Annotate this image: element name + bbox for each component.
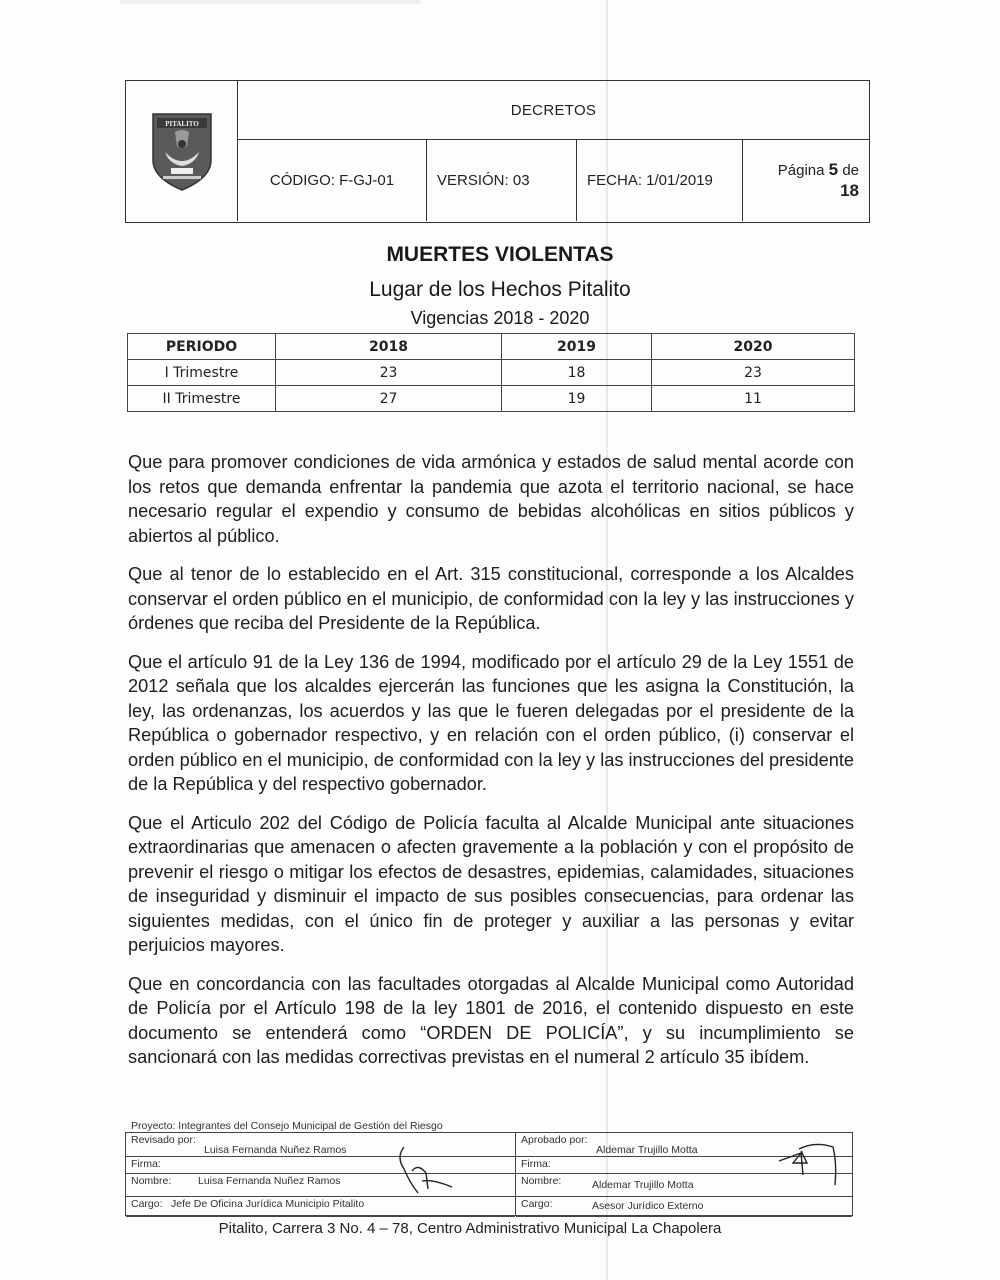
position-label: Cargo: bbox=[521, 1198, 553, 1210]
paragraph: Que para promover condiciones de vida armónica y estados de salud mental acorde con los retos que demanda enfrentar la pandemia que azota el territorio nacional, se hace necesario regular el expendio y consumo de bebidas alcohólicas en sitios públicos y abiertos al público. bbox=[128, 452, 854, 546]
section-period: Vigencias 2018 - 2020 bbox=[410, 308, 590, 328]
reviewed-by-label: Revisado por: bbox=[131, 1134, 196, 1146]
name-label: Nombre: bbox=[521, 1175, 562, 1187]
table-cell: 18 bbox=[502, 360, 652, 386]
page-of: de bbox=[842, 161, 859, 179]
reviewer-block bbox=[126, 1133, 516, 1215]
page-number bbox=[743, 140, 869, 221]
position-row bbox=[126, 1197, 515, 1217]
scan-artifact bbox=[120, 0, 420, 4]
position-label: Cargo: bbox=[131, 1198, 163, 1210]
violent-deaths-table bbox=[127, 333, 855, 412]
approver-name: Aldemar Trujillo Motta bbox=[592, 1179, 694, 1191]
approver-block bbox=[516, 1133, 852, 1215]
paragraph: Que en concordancia con las facultades otorgadas al Alcalde Municipal como Autoridad de Policía por el Artículo 198 de la ley 1801 de 2016, el contenido dispuesto en este documento se entenderá como “ORDEN DE POLICÍA”, y su incumplimiento se sancionará con las medidas correctivas previstas en el numeral 2 artículo 35 ibídem. bbox=[128, 973, 854, 1067]
table-cell: 11 bbox=[652, 386, 855, 412]
table-cell: II Trimestre bbox=[128, 386, 276, 412]
municipal-shield-logo bbox=[149, 110, 215, 192]
approved-by-name: Aldemar Trujillo Motta bbox=[596, 1144, 698, 1156]
signature-label: Firma: bbox=[131, 1158, 161, 1170]
table-cell: 19 bbox=[502, 386, 652, 412]
table-row bbox=[128, 360, 855, 386]
document-type: DECRETOS bbox=[238, 81, 869, 140]
signature-label: Firma: bbox=[521, 1158, 551, 1170]
svg-text:PITALITO: PITALITO bbox=[164, 120, 199, 128]
section-title: MUERTES VIOLENTAS bbox=[386, 243, 614, 266]
paragraph: Que el artículo 91 de la Ley 136 de 1994, modificado por el artículo 29 de la Ley 1551 de 2012 señala que los alcaldes ejercerán las funciones que les asigna la Constitución, la ley, las ordenanzas, los acuerdos y las que le fueren delegadas por el presidente de la República o gobernador respectivo, y en relación con el orden público, (i) conservar el orden público en el municipio, de conformidad con la ley y las instrucciones del presidente de la República y del respectivo gobernador. bbox=[128, 651, 854, 794]
position-row bbox=[516, 1197, 852, 1217]
paragraph: Que al tenor de lo establecido en el Art. 315 constitucional, corresponde a los Alcaldes conservar el orden público en el municipio, de conformidad con la ley y las instrucciones y órdenes que reciba del Presidente de la República. bbox=[128, 564, 854, 633]
column-header: 2019 bbox=[502, 334, 652, 360]
document-header bbox=[125, 80, 870, 223]
paragraph: Que el Articulo 202 del Código de Policía faculta al Alcalde Municipal ante situaciones extraordinarias que amenacen o afecten gravemente a la población y con el propósito de prevenir el riesgo o mitigar los efectos de desastres, epidemias, calamidades, situaciones de inseguridad y disminuir el impacto de sus posibles consecuencias, para ordenar las siguientes medidas, con el único fin de proteger y auxiliar a las personas y evitar perjuicios mayores. bbox=[128, 812, 854, 955]
table-cell: I Trimestre bbox=[128, 360, 276, 386]
column-header: 2018 bbox=[276, 334, 502, 360]
name-label: Nombre: bbox=[131, 1175, 172, 1187]
document-version: VERSIÓN: 03 bbox=[427, 140, 577, 221]
approved-by-label: Aprobado por: bbox=[521, 1134, 588, 1146]
table-cell: 23 bbox=[652, 360, 855, 386]
project-credit: Proyecto: Integrantes del Consejo Municipal de Gestión del Riesgo bbox=[131, 1120, 443, 1132]
reviewed-by-name: Luisa Fernanda Nuñez Ramos bbox=[204, 1144, 347, 1156]
page-total: 18 bbox=[840, 180, 859, 200]
page-current: 5 bbox=[828, 159, 839, 179]
approver-position: Asesor Jurídico Externo bbox=[592, 1200, 704, 1212]
reviewer-signature-icon bbox=[392, 1143, 462, 1199]
table-cell: 27 bbox=[276, 386, 502, 412]
reviewer-position: Jefe De Oficina Jurídica Municipio Pitalito bbox=[171, 1198, 365, 1210]
column-header: PERIODO bbox=[128, 334, 276, 360]
office-address: Pitalito, Carrera 3 No. 4 – 78, Centro Administrativo Municipal La Chapolera bbox=[218, 1220, 722, 1237]
section-subtitle: Lugar de los Hechos Pitalito bbox=[369, 278, 631, 301]
document-body bbox=[128, 450, 854, 1084]
table-cell: 23 bbox=[276, 360, 502, 386]
reviewer-name: Luisa Fernanda Nuñez Ramos bbox=[198, 1175, 341, 1187]
signature-table bbox=[125, 1132, 853, 1216]
logo-cell bbox=[126, 81, 238, 221]
table-row bbox=[128, 386, 855, 412]
document-date: FECHA: 1/01/2019 bbox=[577, 140, 743, 221]
table-header-row bbox=[128, 334, 855, 360]
document-code: CÓDIGO: F-GJ-01 bbox=[238, 140, 427, 221]
page-label: Página bbox=[777, 161, 825, 179]
approver-signature-icon bbox=[771, 1139, 846, 1189]
column-header: 2020 bbox=[652, 334, 855, 360]
